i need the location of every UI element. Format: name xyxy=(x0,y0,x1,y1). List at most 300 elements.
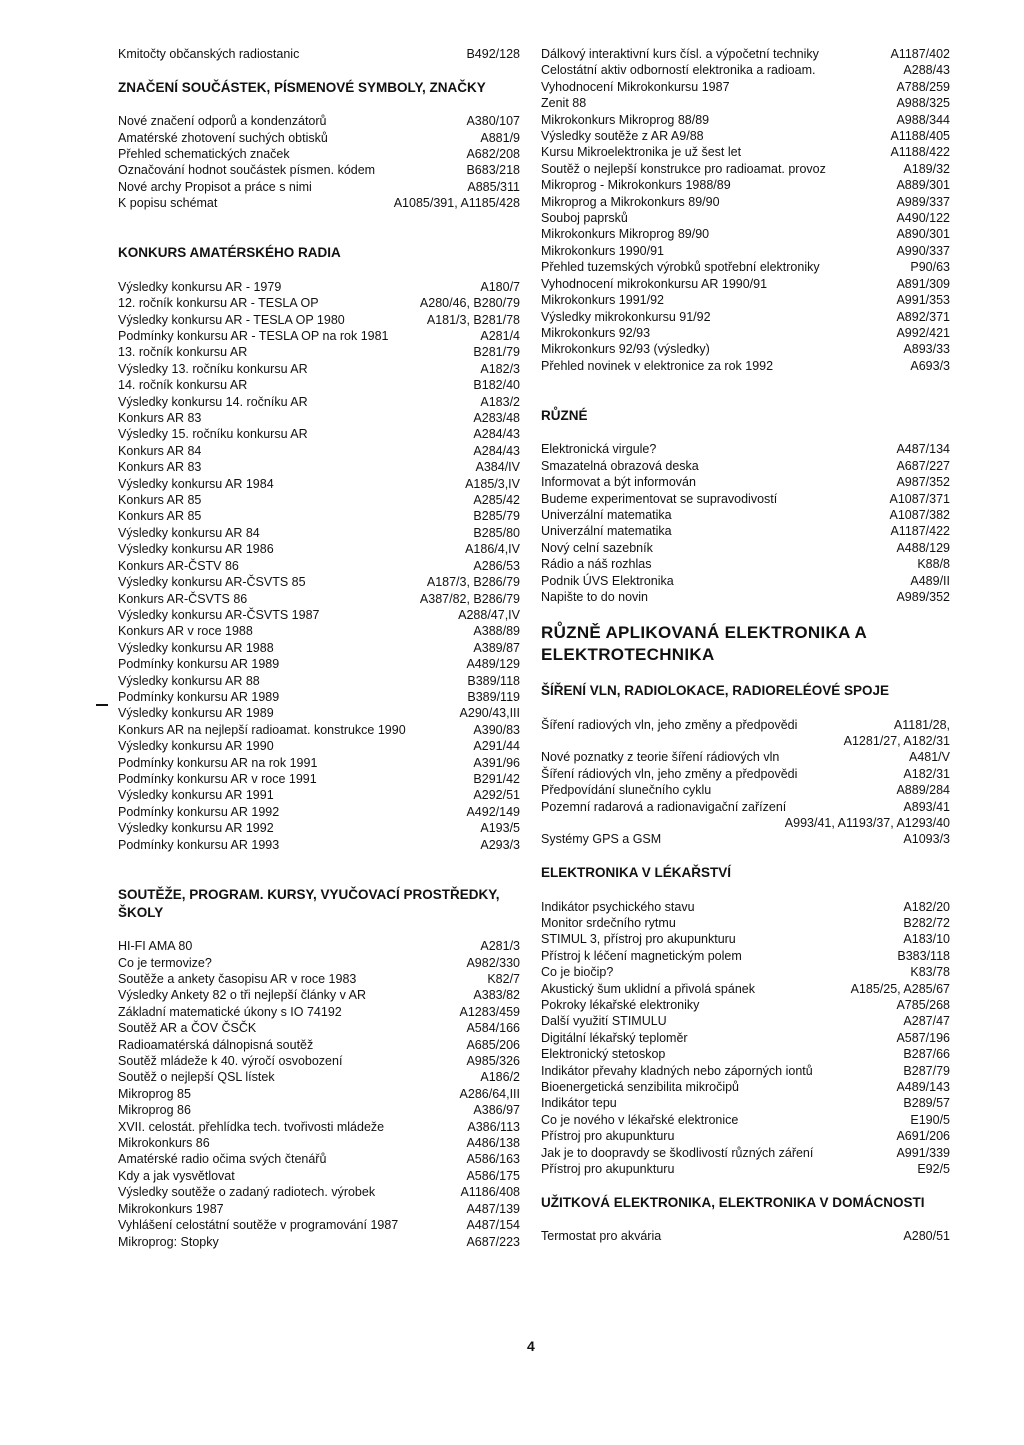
entry-reference: A1187/422 xyxy=(890,524,950,539)
entry-reference: A285/42 xyxy=(473,493,520,508)
entry-reference-continued: A993/41, A1193/37, A1293/40 xyxy=(784,815,950,830)
entry-title: Co je termovize? xyxy=(118,955,212,970)
entry-title: Indikátor tepu xyxy=(541,1096,617,1111)
index-entry xyxy=(118,1053,520,1069)
index-entry xyxy=(118,673,520,689)
index-entry xyxy=(541,507,950,523)
entry-reference: A185/3,IV xyxy=(465,476,520,491)
entry-reference: A193/5 xyxy=(480,821,520,836)
entry-reference: A1188/405 xyxy=(890,129,950,144)
entry-reference: A989/337 xyxy=(896,194,950,209)
entry-reference: A687/223 xyxy=(466,1234,520,1249)
spacer xyxy=(541,700,950,716)
entry-reference: B287/79 xyxy=(903,1063,950,1078)
entry-title: Mikrokonkurs 92/93 xyxy=(541,325,651,340)
entry-title: Kmitočty občanských radiostanic xyxy=(118,47,300,61)
section-heading: RŮZNĚ APLIKOVANÁ ELEKTRONIKA A ELEKTROTECHNIKA xyxy=(541,622,867,664)
entry-reference: A389/87 xyxy=(473,640,520,655)
index-entry xyxy=(541,292,950,308)
entry-title: Výsledky konkursu AR 1986 xyxy=(118,542,274,557)
entry-title: Kdy a jak vysvětlovat xyxy=(118,1168,235,1183)
index-entry xyxy=(118,1119,520,1135)
entry-reference: A489/129 xyxy=(466,657,520,672)
index-entry xyxy=(541,1013,950,1029)
entry-reference: A785/268 xyxy=(896,998,950,1012)
spacer xyxy=(541,1177,950,1193)
entry-reference: A490/122 xyxy=(896,211,950,226)
entry-title: Monitor srdečního rytmu xyxy=(541,915,676,930)
index-entry xyxy=(118,1102,520,1118)
entry-title: Podmínky konkursu AR 1989 xyxy=(118,689,280,704)
index-entry xyxy=(118,591,520,607)
entry-title: Indikátor převahy kladných nebo záporných iontů xyxy=(541,1063,813,1078)
index-entry xyxy=(118,955,520,971)
index-entry xyxy=(541,931,950,947)
entry-title: Nové značení odporů a kondenzátorů xyxy=(118,114,327,129)
entry-title: Konkurs AR 83 xyxy=(118,460,202,475)
entry-title: Amatérské zhotovení suchých obtisků xyxy=(118,130,328,145)
entry-reference: A1087/371 xyxy=(889,491,950,506)
index-entry xyxy=(541,95,950,111)
index-entry xyxy=(541,1161,950,1177)
entry-title: Bioenergetická senzibilita mikročipů xyxy=(541,1080,740,1095)
index-entry xyxy=(541,948,950,964)
entry-reference: A293/3 xyxy=(480,837,520,852)
index-entry xyxy=(118,1168,520,1184)
entry-title: Elektronická virgule? xyxy=(541,442,657,457)
entry-reference: A187/3, B286/79 xyxy=(426,575,520,590)
index-entry xyxy=(541,161,950,177)
entry-title: Pozemní radarová a radionavigační zařízení xyxy=(541,799,787,814)
entry-title: Přístroj pro akupunkturu xyxy=(541,1162,675,1177)
index-entry xyxy=(541,766,950,782)
spacer xyxy=(541,374,950,390)
entry-reference: B285/79 xyxy=(473,509,520,524)
index-entry xyxy=(541,1112,950,1128)
index-entry xyxy=(541,259,950,275)
index-entry xyxy=(541,915,950,931)
entry-title: Podnik ÚVS Elektronika xyxy=(541,573,674,588)
entry-title: Nové archy Propisot a práce s nimi xyxy=(118,179,312,194)
entry-reference: A991/353 xyxy=(896,293,950,308)
entry-reference: B285/80 xyxy=(473,525,520,540)
entry-title: Indikátor psychického stavu xyxy=(541,899,695,914)
entry-title: Přehled schematických značek xyxy=(118,147,290,161)
entry-reference: A281/4 xyxy=(480,329,520,344)
section-heading: KONKURS AMATÉRSKÉHO RADIA xyxy=(118,245,341,261)
index-entry xyxy=(541,899,950,915)
entry-title: Soutěž o nejlepší konstrukce pro radioamat. provoz xyxy=(541,161,826,176)
index-entry xyxy=(118,623,520,639)
index-entry xyxy=(118,1086,520,1102)
entry-reference: B291/42 xyxy=(473,771,520,786)
spacer xyxy=(118,262,520,278)
entry-reference: A889/301 xyxy=(896,178,950,193)
index-entry xyxy=(541,358,950,374)
entry-reference: A387/82, B286/79 xyxy=(419,591,520,606)
entry-reference: B389/119 xyxy=(467,689,520,704)
spacer xyxy=(541,882,950,898)
index-entry xyxy=(118,987,520,1003)
index-entry xyxy=(541,1030,950,1046)
index-entry xyxy=(541,325,950,341)
entry-title: Podmínky konkursu AR na rok 1991 xyxy=(118,755,318,770)
entry-title: Výsledky konkursu AR 1984 xyxy=(118,476,274,491)
index-entry xyxy=(541,573,950,589)
entry-title: Pokroky lékařské elektroniky xyxy=(541,998,700,1012)
index-entry xyxy=(541,964,950,980)
entry-reference: A685/206 xyxy=(466,1037,520,1052)
entry-reference: A693/3 xyxy=(910,358,950,373)
entry-reference: B282/72 xyxy=(903,915,950,930)
spacer xyxy=(118,922,520,938)
spacer xyxy=(541,605,950,621)
index-entry xyxy=(118,130,520,146)
entry-reference: A183/10 xyxy=(903,932,950,947)
index-entry xyxy=(118,640,520,656)
entry-reference: A182/3 xyxy=(480,361,520,376)
entry-title: Předpovídání slunečního cyklu xyxy=(541,783,712,798)
entry-reference: A286/53 xyxy=(473,558,520,573)
entry-title: Konkurs AR 84 xyxy=(118,443,202,458)
index-entry xyxy=(118,492,520,508)
index-entry xyxy=(541,276,950,292)
index-entry xyxy=(118,312,520,328)
entry-reference: A288/43 xyxy=(903,63,950,78)
entry-title: Výsledky konkursu AR-ČSVTS 85 xyxy=(118,575,306,590)
entry-reference: A290/43,III xyxy=(459,706,520,721)
entry-reference: A988/325 xyxy=(896,96,950,111)
entry-title: 13. ročník konkursu AR xyxy=(118,345,248,360)
index-entry xyxy=(541,210,950,226)
entry-title: Výsledky konkursu AR 1989 xyxy=(118,706,274,721)
entry-reference: A687/227 xyxy=(896,458,950,473)
index-entry xyxy=(118,295,520,311)
entry-title: Elektronický stetoskop xyxy=(541,1047,666,1062)
index-entry xyxy=(118,426,520,442)
index-entry xyxy=(118,443,520,459)
entry-title: Výsledky konkursu AR 84 xyxy=(118,525,260,540)
entry-reference: A1181/28, xyxy=(893,717,950,732)
index-entry xyxy=(541,194,950,210)
entry-title: Mikroprog - Mikrokonkurs 1988/89 xyxy=(541,178,731,193)
entry-title: Co je biočip? xyxy=(541,965,614,980)
entry-title: Přehled tuzemských výrobků spotřební elektroniky xyxy=(541,260,820,275)
entry-reference: A383/82 xyxy=(473,988,520,1003)
entry-title: Konkurs AR v roce 1988 xyxy=(118,624,253,639)
entry-reference: A181/3, B281/78 xyxy=(426,312,520,327)
index-entry xyxy=(118,46,520,62)
index-entry xyxy=(541,1128,950,1144)
spacer xyxy=(118,228,520,244)
entry-reference: E92/5 xyxy=(917,1162,950,1177)
entry-reference: A284/43 xyxy=(473,427,520,442)
entry-title: Šíření radiových vln, jeho změny a předpovědi xyxy=(541,717,798,732)
entry-reference: A380/107 xyxy=(466,114,520,129)
index-entry xyxy=(118,738,520,754)
spacer xyxy=(541,391,950,407)
entry-title: Podmínky konkursu AR 1992 xyxy=(118,804,280,819)
entry-title: Mikroprog 85 xyxy=(118,1086,191,1101)
entry-title: Systémy GPS a GSM xyxy=(541,832,662,847)
index-entry xyxy=(541,556,950,572)
index-entry xyxy=(118,146,520,162)
entry-title: Konkurs AR na nejlepší radioamat. konstrukce 1990 xyxy=(118,722,406,737)
spacer xyxy=(118,869,520,885)
entry-reference: A180/7 xyxy=(480,279,520,294)
spacer xyxy=(541,666,950,682)
index-entry xyxy=(541,491,950,507)
entry-title: Základní matematické úkony s IO 74192 xyxy=(118,1004,342,1019)
index-entry xyxy=(541,474,950,490)
entry-reference: A990/337 xyxy=(896,243,950,258)
index-entry xyxy=(541,589,950,605)
entry-title: Další využití STIMULU xyxy=(541,1014,667,1029)
index-entry xyxy=(118,195,520,211)
entry-reference: B389/118 xyxy=(467,673,520,688)
entry-reference: A386/113 xyxy=(467,1119,520,1134)
entry-reference: A890/301 xyxy=(896,227,950,242)
index-entry xyxy=(541,540,950,556)
entry-reference: K82/7 xyxy=(487,972,520,986)
entry-title: Výsledky konkursu AR - TESLA OP 1980 xyxy=(118,312,345,327)
entry-reference: E190/5 xyxy=(910,1112,950,1127)
entry-title: 14. ročník konkursu AR xyxy=(118,378,248,393)
entry-title: Mikrokonkurs 1987 xyxy=(118,1201,224,1216)
index-entry xyxy=(118,162,520,178)
entry-reference: A292/51 xyxy=(473,788,520,803)
entry-reference: A186/4,IV xyxy=(465,542,520,557)
entry-title: Výsledky mikrokonkursu 91/92 xyxy=(541,309,711,324)
entry-title: Soutěž mládeže k 40. výročí osvobození xyxy=(118,1054,343,1069)
spacer xyxy=(118,62,520,78)
index-entry xyxy=(118,1234,520,1250)
entry-reference: A1087/382 xyxy=(889,507,950,522)
entry-title: Mikrokonkurs 86 xyxy=(118,1136,210,1151)
entry-reference: A892/371 xyxy=(896,309,950,324)
index-entry xyxy=(118,971,520,987)
entry-reference: B281/79 xyxy=(473,345,520,360)
entry-title: Mikroprog a Mikrokonkurs 89/90 xyxy=(541,194,720,209)
index-entry xyxy=(118,179,520,195)
entry-reference: A1188/422 xyxy=(890,145,950,160)
entry-reference: A182/20 xyxy=(903,899,950,914)
entry-title: Radioamatérská dálnopisná soutěž xyxy=(118,1037,314,1052)
index-entry xyxy=(118,476,520,492)
index-entry xyxy=(541,458,950,474)
entry-reference: A682/208 xyxy=(466,147,520,161)
entry-title: Mikroprog: Stopky xyxy=(118,1234,219,1249)
entry-title: Přístroj pro akupunkturu xyxy=(541,1129,675,1144)
index-entry xyxy=(118,113,520,129)
section-heading: ZNAČENÍ SOUČÁSTEK, PÍSMENOVÉ SYMBOLY, ZNAČKY xyxy=(118,79,486,95)
index-entry xyxy=(118,722,520,738)
entry-reference: A982/330 xyxy=(466,955,520,970)
entry-reference: A486/138 xyxy=(466,1136,520,1151)
index-entry xyxy=(118,1069,520,1085)
index-entry xyxy=(541,112,950,128)
entry-reference: A991/339 xyxy=(896,1145,950,1160)
entry-title: Výsledky 13. ročníku konkursu AR xyxy=(118,361,308,376)
entry-reference: A1093/3 xyxy=(903,832,950,847)
index-entry xyxy=(118,787,520,803)
entry-title: Podmínky konkursu AR v roce 1991 xyxy=(118,771,317,786)
section-heading: ELEKTRONIKA V LÉKAŘSTVÍ xyxy=(541,865,732,881)
entry-reference: A185/25, A285/67 xyxy=(850,981,950,996)
entry-title: Mikrokonkurs Mikroprog 89/90 xyxy=(541,227,710,242)
entry-title: Nový celní sazebník xyxy=(541,540,653,555)
entry-title: Podmínky konkursu AR - TESLA OP na rok 1981 xyxy=(118,329,389,344)
entry-reference: A186/2 xyxy=(480,1070,520,1085)
entry-title: Šíření rádiových vln, jeho změny a předpovědi xyxy=(541,766,798,781)
entry-reference: A691/206 xyxy=(896,1129,950,1144)
index-entry xyxy=(541,341,950,357)
entry-reference: A489/143 xyxy=(896,1080,950,1095)
entry-title: Zenit 88 xyxy=(541,96,587,111)
section-heading: RŮZNÉ xyxy=(541,407,588,423)
spacer xyxy=(541,1212,950,1228)
entry-reference: P90/63 xyxy=(910,260,950,275)
entry-title: STIMUL 3, přístroj pro akupunkturu xyxy=(541,932,736,947)
index-entry xyxy=(541,717,950,733)
index-entry xyxy=(118,574,520,590)
entry-title: Konkurs AR 85 xyxy=(118,509,202,524)
entry-reference: K88/8 xyxy=(917,557,950,572)
entry-reference: A492/149 xyxy=(466,804,520,819)
entry-reference: A885/311 xyxy=(467,179,520,194)
spacer xyxy=(118,97,520,113)
entry-title: Co je nového v lékařské elektronice xyxy=(541,1112,739,1127)
entry-reference: B383/118 xyxy=(897,948,950,963)
index-entry xyxy=(118,394,520,410)
index-entry xyxy=(118,804,520,820)
entry-reference-continued: A1281/27, A182/31 xyxy=(843,733,950,748)
index-entry xyxy=(541,1095,950,1111)
entry-title: HI-FI AMA 80 xyxy=(118,939,193,954)
index-entry xyxy=(541,981,950,997)
entry-title: Dálkový interaktivní kurs čísl. a výpočetní techniky xyxy=(541,47,819,61)
entry-title: Amatérské radio očima svých čtenářů xyxy=(118,1152,327,1167)
entry-reference: A788/259 xyxy=(896,79,950,94)
entry-title: Vyhlášení celostátní soutěže v programování 1987 xyxy=(118,1218,399,1233)
entry-title: Výsledky konkursu AR 1991 xyxy=(118,788,274,803)
entry-title: Napište to do novin xyxy=(541,589,649,604)
entry-reference: A586/163 xyxy=(466,1152,520,1167)
entry-reference: A481/V xyxy=(908,750,950,765)
entry-title: Mikrokonkurs 1991/92 xyxy=(541,293,664,308)
index-entry xyxy=(118,689,520,705)
index-entry xyxy=(118,377,520,393)
index-entry xyxy=(541,226,950,242)
index-entry xyxy=(118,755,520,771)
section-heading: UŽITKOVÁ ELEKTRONIKA, ELEKTRONIKA V DOMÁCNOSTI xyxy=(541,1194,925,1210)
entry-title: Podmínky konkursu AR 1989 xyxy=(118,657,280,672)
entry-reference: A388/89 xyxy=(473,624,520,639)
entry-reference: A889/284 xyxy=(896,783,950,798)
entry-title: Univerzální matematika xyxy=(541,507,672,522)
index-entry xyxy=(541,1145,950,1161)
entry-title: Výsledky konkursu AR 1992 xyxy=(118,821,274,836)
index-entry xyxy=(541,309,950,325)
index-entry xyxy=(541,144,950,160)
index-entry xyxy=(541,523,950,539)
entry-reference: A182/31 xyxy=(903,766,950,781)
entry-title: Výsledky soutěže o zadaný radiotech. výrobek xyxy=(118,1185,376,1200)
entry-reference: A488/129 xyxy=(896,540,950,555)
index-entry xyxy=(541,177,950,193)
entry-reference: A1085/391, A1185/428 xyxy=(393,196,520,211)
index-entry xyxy=(118,508,520,524)
index-entry xyxy=(541,243,950,259)
entry-reference: A386/97 xyxy=(473,1103,520,1118)
entry-title: Konkurs AR-ČSVTS 86 xyxy=(118,591,248,606)
entry-reference: A891/309 xyxy=(896,276,950,291)
entry-title: Vyhodnocení Mikrokonkursu 1987 xyxy=(541,79,730,94)
entry-reference: B683/218 xyxy=(466,163,520,178)
entry-title: Přehled novinek v elektronice za rok 1992 xyxy=(541,358,774,373)
index-entry xyxy=(541,831,950,847)
index-entry xyxy=(118,1004,520,1020)
entry-title: Kursu Mikroelektronika je už šest let xyxy=(541,145,742,160)
entry-reference: A287/47 xyxy=(903,1014,950,1029)
entry-title: Vyhodnocení mikrokonkursu AR 1990/91 xyxy=(541,276,768,291)
entry-title: 12. ročník konkursu AR - TESLA OP xyxy=(118,296,319,311)
entry-reference: A893/33 xyxy=(903,342,950,357)
entry-reference: A1186/408 xyxy=(460,1185,520,1200)
left-column xyxy=(118,46,520,1250)
entry-reference: A284/43 xyxy=(473,443,520,458)
index-entry xyxy=(541,46,950,62)
spacer xyxy=(541,848,950,864)
entry-title: Digitální lékařský teploměr xyxy=(541,1030,688,1045)
index-entry xyxy=(541,62,950,78)
entry-reference: K83/78 xyxy=(910,965,950,980)
spacer xyxy=(541,425,950,441)
spacer xyxy=(118,212,520,228)
index-entry xyxy=(118,656,520,672)
entry-title: Soutěž o nejlepší QSL lístek xyxy=(118,1070,275,1085)
entry-reference: A390/83 xyxy=(473,722,520,737)
index-entry xyxy=(118,1037,520,1053)
entry-title: Výsledky konkursu AR 88 xyxy=(118,673,260,688)
entry-title: Označování hodnot součástek písmen. kódem xyxy=(118,163,376,178)
index-entry xyxy=(118,705,520,721)
entry-reference: A587/196 xyxy=(896,1030,950,1045)
entry-title: Výsledky konkursu AR 1988 xyxy=(118,640,274,655)
entry-reference: B182/40 xyxy=(473,378,520,393)
index-entry xyxy=(118,328,520,344)
index-entry xyxy=(118,361,520,377)
index-entry xyxy=(118,1217,520,1233)
entry-reference: A988/344 xyxy=(896,112,950,127)
entry-title: Termostat pro akvária xyxy=(541,1229,662,1244)
entry-reference: A286/64,III xyxy=(459,1086,520,1101)
entry-title: Konkurs AR 83 xyxy=(118,411,202,426)
entry-reference: A985/326 xyxy=(466,1054,520,1069)
index-entry xyxy=(541,1063,950,1079)
entry-reference: A189/32 xyxy=(903,161,950,176)
index-entry xyxy=(118,771,520,787)
index-entry xyxy=(541,1228,950,1244)
entry-reference: B289/57 xyxy=(903,1096,950,1111)
entry-reference: A1283/459 xyxy=(459,1004,520,1019)
index-entry xyxy=(541,799,950,815)
entry-reference: A183/2 xyxy=(480,394,520,409)
entry-reference: A280/51 xyxy=(903,1229,950,1244)
entry-title: XVII. celostát. přehlídka tech. tvořivosti mládeže xyxy=(118,1119,385,1134)
entry-reference: A893/41 xyxy=(903,799,950,814)
entry-reference: A989/352 xyxy=(896,589,950,604)
